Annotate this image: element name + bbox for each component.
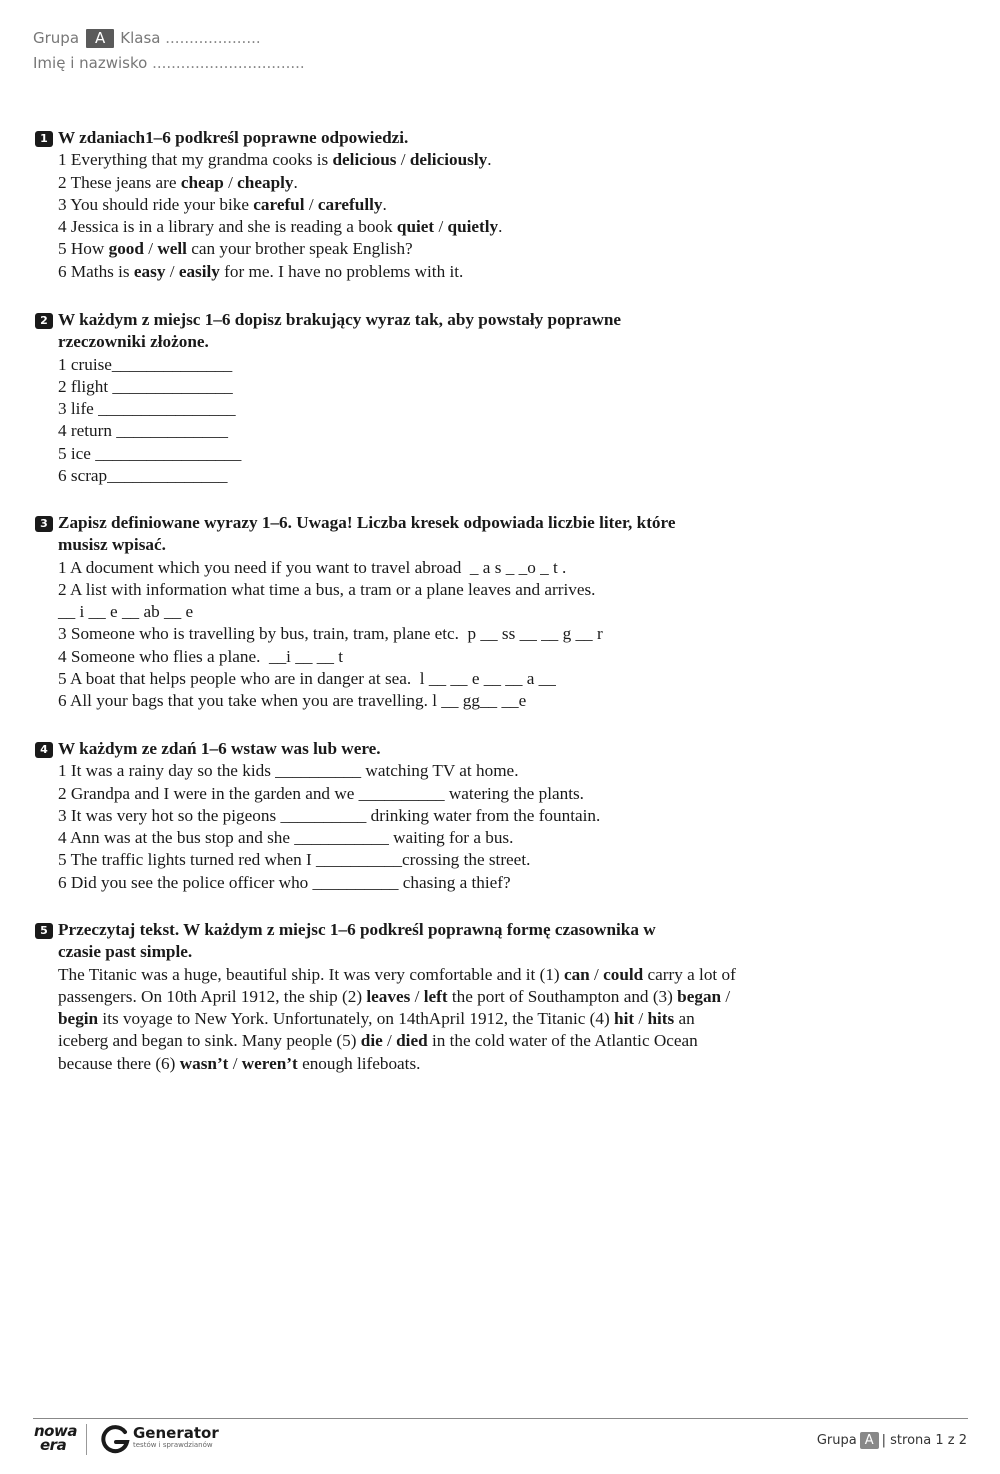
generator-g-icon	[100, 1424, 130, 1456]
definition-item[interactable]: 5 A boat that helps people who are in danger at sea. l __ __ e __ __ a __	[58, 669, 556, 689]
option-b[interactable]: carefully	[317, 194, 383, 214]
footer-page-info: Grupa A | strona 1 z 2	[816, 1433, 967, 1448]
option-a[interactable]: good	[108, 239, 144, 259]
definition-item[interactable]: 4 Someone who flies a plane. __i __ __ t	[58, 646, 343, 666]
option-a[interactable]: began	[677, 986, 722, 1006]
class-field[interactable]: ....................	[165, 29, 261, 47]
option-b[interactable]: hits	[647, 1009, 675, 1029]
exercise-1-item: 6 Maths is easy / easily for me. I have no problems with it.	[58, 261, 464, 281]
was-were-item[interactable]: 2 Grandpa and I were in the garden and we __________ watering the plants.	[58, 783, 584, 803]
exercise-5-title: 5 Przeczytaj tekst. W każdym z miejsc 1–6 podkreśl poprawną formę czasownika w czasie past simple.	[35, 919, 747, 964]
option-a[interactable]: leaves	[366, 986, 411, 1006]
option-b[interactable]: died	[396, 1031, 428, 1051]
logo-separator	[86, 1424, 87, 1455]
exercise-1	[35, 127, 795, 283]
compound-noun-item[interactable]: 3 life ________________	[58, 399, 236, 419]
option-b[interactable]: could	[603, 964, 644, 984]
definition-item-continuation[interactable]: __ i __ e __ ab __ e	[58, 602, 194, 622]
compound-noun-item[interactable]: 2 flight ______________	[58, 376, 233, 396]
exercise-3	[35, 512, 795, 713]
exercise-number-badge: 1	[35, 131, 53, 147]
footer-divider	[33, 1418, 968, 1419]
was-were-item[interactable]: 6 Did you see the police officer who __________ chasing a thief?	[58, 872, 511, 892]
exercise-4	[35, 738, 795, 894]
option-b[interactable]: begin	[58, 1009, 99, 1029]
exercise-1-title: 1 W zdaniach1–6 podkreśl poprawne odpowiedzi.	[35, 127, 795, 149]
header-group-line	[33, 29, 261, 48]
exercise-3-title: 3 Zapisz definiowane wyrazy 1–6. Uwaga! Liczba kresek odpowiada liczbie liter, które musisz wpisać.	[35, 512, 795, 557]
option-a[interactable]: cheap	[180, 172, 224, 192]
group-label: Grupa	[33, 29, 80, 47]
titanic-text: The Titanic was a huge, beautiful ship. It was very comfortable and it (1) can / could carry a lot of passengers. On 10th April 1912, the ship (2) leaves / left the port of Southampton and (3) began / begin its voyage to New York. Unfortunately, on 14thApril 1912, the Titanic (4) hit / hits an iceberg and began to sink. Many people (5) die / died in the cold water of the Atlantic Ocean because there (6) wasn’t / weren’t enough lifeboats.	[58, 964, 736, 1073]
option-a[interactable]: die	[360, 1031, 383, 1051]
exercise-1-item: 1 Everything that my grandma cooks is delicious / deliciously.	[58, 150, 492, 170]
exercise-number-badge: 5	[35, 923, 53, 939]
was-were-item[interactable]: 1 It was a rainy day so the kids __________ watching TV at home.	[58, 761, 519, 781]
compound-noun-item[interactable]: 6 scrap______________	[58, 466, 228, 486]
exercise-number-badge: 4	[35, 742, 53, 758]
option-b[interactable]: quietly	[447, 217, 499, 237]
option-a[interactable]: delicious	[332, 150, 397, 170]
exercise-2	[35, 309, 795, 487]
exercise-number-badge: 3	[35, 516, 53, 532]
option-b[interactable]: weren’t	[241, 1053, 298, 1073]
option-a[interactable]: wasn’t	[179, 1053, 229, 1073]
option-a[interactable]: easy	[133, 261, 166, 281]
group-badge: A	[86, 29, 114, 48]
class-label: Klasa	[120, 29, 161, 47]
definition-item[interactable]: 3 Someone who is travelling by bus, train, tram, plane etc. p __ ss __ __ g __ r	[58, 624, 603, 644]
option-b[interactable]: well	[157, 239, 187, 259]
exercise-1-item: 5 How good / well can your brother speak English?	[58, 239, 413, 259]
definition-item[interactable]: 2 A list with information what time a bus, a tram or a plane leaves and arrives.	[58, 579, 596, 599]
definition-item[interactable]: 1 A document which you need if you want to travel abroad _ a s _ _o _ t .	[58, 557, 567, 577]
option-a[interactable]: hit	[614, 1009, 635, 1029]
was-were-item[interactable]: 4 Ann was at the bus stop and she ___________ waiting for a bus.	[58, 828, 514, 848]
compound-noun-item[interactable]: 1 cruise______________	[58, 354, 233, 374]
exercise-2-title: 2 W każdym z miejsc 1–6 dopisz brakujący wyraz tak, aby powstały poprawne rzeczowniki złożone.	[35, 309, 795, 354]
exercise-1-item: 3 You should ride your bike careful / carefully.	[58, 194, 387, 214]
generator-logo: Generator testów i sprawdzianów	[133, 1424, 219, 1449]
definition-item[interactable]: 6 All your bags that you take when you are travelling. l __ gg__ __e	[58, 691, 527, 711]
option-b[interactable]: deliciously	[409, 150, 488, 170]
nowa-era-logo: nowa era	[34, 1422, 77, 1454]
compound-noun-item[interactable]: 4 return _____________	[58, 421, 228, 441]
option-a[interactable]: can	[563, 964, 590, 984]
footer-group-badge: A	[860, 1432, 879, 1449]
option-b[interactable]: easily	[178, 261, 220, 281]
exercise-1-item: 4 Jessica is in a library and she is reading a book quiet / quietly.	[58, 217, 503, 237]
option-b[interactable]: cheaply	[237, 172, 294, 192]
header-name-line	[33, 54, 305, 72]
exercise-5	[35, 919, 747, 1075]
name-label: Imię i nazwisko	[33, 54, 148, 72]
exercise-1-item: 2 These jeans are cheap / cheaply.	[58, 172, 298, 192]
was-were-item[interactable]: 3 It was very hot so the pigeons __________ drinking water from the fountain.	[58, 805, 601, 825]
option-a[interactable]: quiet	[396, 217, 435, 237]
was-were-item[interactable]: 5 The traffic lights turned red when I __________crossing the street.	[58, 850, 531, 870]
option-b[interactable]: left	[423, 986, 448, 1006]
compound-noun-item[interactable]: 5 ice _________________	[58, 443, 242, 463]
exercise-4-title: 4 W każdym ze zdań 1–6 wstaw was lub were.	[35, 738, 795, 760]
exercise-number-badge: 2	[35, 313, 53, 329]
option-a[interactable]: careful	[253, 194, 305, 214]
name-field[interactable]: ................................	[152, 54, 305, 72]
